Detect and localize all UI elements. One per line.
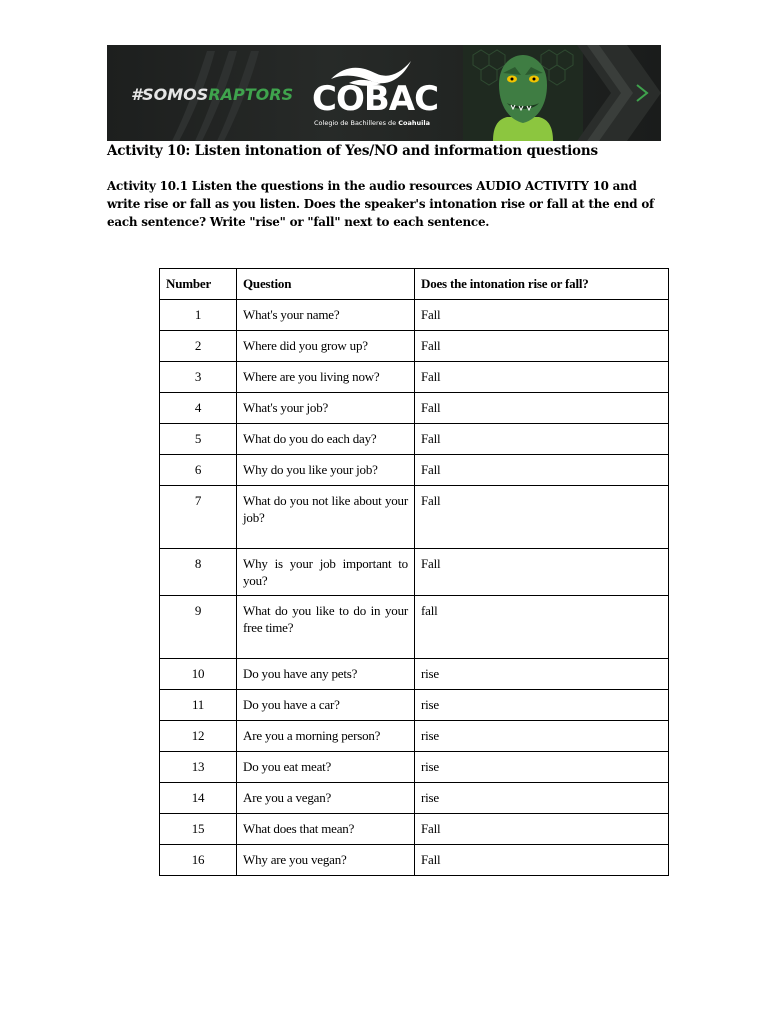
row-answer: fall (415, 596, 669, 659)
column-header-number: Number (160, 269, 237, 300)
row-answer: Fall (415, 424, 669, 455)
hashtag-prefix: #SOMOS (131, 85, 209, 104)
table-row (160, 721, 669, 752)
row-answer: Fall (415, 486, 669, 549)
column-header-intonation: Does the intonation rise or fall? (415, 269, 669, 300)
row-number: 2 (160, 331, 237, 362)
row-number: 16 (160, 845, 237, 876)
row-number: 13 (160, 752, 237, 783)
row-number: 1 (160, 300, 237, 331)
row-question: What does that mean? (237, 814, 415, 845)
row-number: 6 (160, 455, 237, 486)
row-question: What's your job? (237, 393, 415, 424)
row-question: Why are you vegan? (237, 845, 415, 876)
table-header-row (160, 269, 669, 300)
row-number: 7 (160, 486, 237, 549)
row-answer: Fall (415, 300, 669, 331)
intonation-table (159, 268, 669, 876)
row-question: What do you do each day? (237, 424, 415, 455)
table-row (160, 814, 669, 845)
row-answer: Fall (415, 455, 669, 486)
brand-logo-text: COBAC (312, 79, 439, 119)
table-row (160, 362, 669, 393)
table-row (160, 486, 669, 549)
table-row (160, 455, 669, 486)
table-row (160, 752, 669, 783)
row-answer: rise (415, 783, 669, 814)
hashtag-text (131, 85, 293, 104)
table-row (160, 659, 669, 690)
table-row (160, 596, 669, 659)
row-question: Why do you like your job? (237, 455, 415, 486)
row-answer: Fall (415, 549, 669, 596)
brand-subtitle-state: Coahuila (398, 119, 430, 127)
row-question: Why is your job important to you? (237, 549, 415, 596)
row-question: Do you have a car? (237, 690, 415, 721)
column-header-question: Question (237, 269, 415, 300)
row-answer: rise (415, 659, 669, 690)
row-answer: Fall (415, 362, 669, 393)
activity-title: Activity 10: Listen intonation of Yes/NO and information questions (107, 143, 598, 159)
row-number: 10 (160, 659, 237, 690)
brand-subtitle (314, 119, 430, 127)
hashtag-highlight: RAPTORS (208, 85, 294, 104)
row-answer: rise (415, 721, 669, 752)
table-row (160, 783, 669, 814)
table-row (160, 300, 669, 331)
table-row (160, 845, 669, 876)
header-banner (107, 45, 661, 141)
row-question: Do you eat meat? (237, 752, 415, 783)
row-number: 15 (160, 814, 237, 845)
table-row (160, 424, 669, 455)
row-answer: rise (415, 752, 669, 783)
row-answer: Fall (415, 845, 669, 876)
row-question: Where did you grow up? (237, 331, 415, 362)
row-number: 3 (160, 362, 237, 393)
row-answer: Fall (415, 814, 669, 845)
row-number: 4 (160, 393, 237, 424)
row-number: 14 (160, 783, 237, 814)
row-question: Are you a morning person? (237, 721, 415, 752)
row-question: What do you not like about your job? (237, 486, 415, 549)
raptor-mascot-icon (463, 45, 583, 141)
row-answer: Fall (415, 331, 669, 362)
row-number: 8 (160, 549, 237, 596)
row-number: 5 (160, 424, 237, 455)
table-row (160, 549, 669, 596)
row-question: Do you have any pets? (237, 659, 415, 690)
row-answer: Fall (415, 393, 669, 424)
brand-subtitle-prefix: Colegio de Bachilleres de (314, 119, 397, 127)
row-question: What do you like to do in your free time? (237, 596, 415, 659)
table-row (160, 331, 669, 362)
row-question: Are you a vegan? (237, 783, 415, 814)
row-number: 9 (160, 596, 237, 659)
table-row (160, 393, 669, 424)
row-question: Where are you living now? (237, 362, 415, 393)
table-row (160, 690, 669, 721)
row-number: 12 (160, 721, 237, 752)
row-question: What's your name? (237, 300, 415, 331)
row-number: 11 (160, 690, 237, 721)
activity-instructions: Activity 10.1 Listen the questions in the audio resources AUDIO ACTIVITY 10 and write rise or fall as you listen. Does the speaker's intonation rise or fall at the end of each sentence? Write "rise" or "fall" next to each sentence. (107, 179, 654, 229)
row-answer: rise (415, 690, 669, 721)
arrow-icon (577, 45, 661, 141)
